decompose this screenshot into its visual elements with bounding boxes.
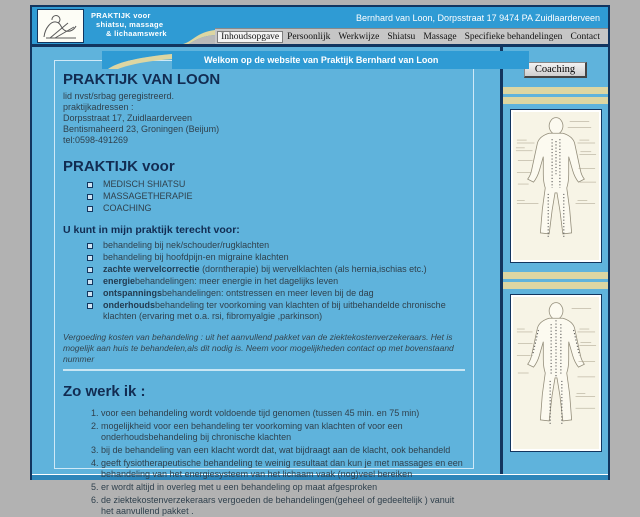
treatments-list <box>63 240 465 322</box>
square-bullet-icon <box>87 243 93 249</box>
list-item-label: energiebehandelingen: meer energie in het dagelijks leven <box>103 276 339 286</box>
nav-item-werkwijze[interactable]: Werkwijze <box>338 31 380 42</box>
insurance-note: Vergoeding kosten van behandeling : uit het aanvullend pakket van de ziektekostenverzekeraars. Het is mogelijk aan huis te behandelen,als dit nodig is. Neem voor mogelijkheden contact op met bovenstaand nummer <box>63 332 454 364</box>
section-heading-werkwijze: Zo werk ik : <box>63 383 146 400</box>
meridian-chart-front-image <box>510 109 602 263</box>
nav-bar <box>181 29 608 44</box>
welcome-banner-row <box>102 51 529 69</box>
intro-line: tel:0598-491269 <box>63 135 129 145</box>
section-heading-praktijk-voor: PRAKTIJK voor <box>63 158 175 175</box>
list-item-label: zachte wervelcorrectie (dorntherapie) bij wervelklachten (als hernia,ischias etc.) <box>103 264 427 274</box>
main-nav <box>215 28 608 44</box>
list-item <box>87 276 465 287</box>
list-item: 4. geeft fysiotherapeutische behandeling te weinig resultaat dan kun je met massages en een behandeling van het energiesysteem van het lichaam vaak (nog)veel bereiken <box>101 458 465 480</box>
nav-item-contact[interactable]: Contact <box>570 31 600 42</box>
list-item-label: MEDISCH SHIATSU <box>103 179 186 189</box>
tan-divider-bars <box>503 87 608 104</box>
page-window <box>30 5 610 516</box>
list-item-label: onderhoudsbehandeling ter voorkoming van klachten of bij uitbehandelde chronische klachten (ervaring met o.a. rsi, fibromyalgie ,parkinson) <box>103 300 446 321</box>
logo <box>37 9 84 43</box>
nav-swoosh-decoration <box>181 29 215 44</box>
list-item-label: COACHING <box>103 203 152 213</box>
list-item-label: behandeling bij nek/schouder/rugklachten <box>103 240 270 250</box>
tan-divider-bars <box>503 272 608 289</box>
intro-line: Dorpsstraat 17, Zuidlaarderveen <box>63 113 193 123</box>
list-item <box>87 300 465 322</box>
list-item: 3. bij de behandeling van een klacht wordt dat, wat bijdraagt aan de klacht, ook behandeld <box>101 445 465 456</box>
list-item-label: behandeling bij hoofdpijn-en migraine klachten <box>103 252 289 262</box>
nav-item-specifieke-behandelingen[interactable]: Specifieke behandelingen <box>464 31 563 42</box>
list-item-label: MASSAGETHERAPIE <box>103 191 193 201</box>
list-item <box>87 252 465 263</box>
list-item: 1. voor een behandeling wordt voldoende tijd genomen (tussen 45 min. en 75 min) <box>101 408 465 419</box>
massage-table-sketch-icon <box>38 10 83 42</box>
intro-line: lid nvst/srbag geregistreerd. <box>63 91 175 101</box>
list-item <box>87 240 465 251</box>
logo-line: & lichaamswerk <box>106 29 167 38</box>
nav-item-persoonlijk[interactable]: Persoonlijk <box>287 31 331 42</box>
site-header <box>32 7 608 44</box>
banner-swoosh-decoration <box>102 51 172 69</box>
logo-line: shiatsu, massage <box>96 20 164 29</box>
meridian-chart-back-image <box>510 294 602 452</box>
working-method-list <box>63 408 465 517</box>
list-item <box>87 179 465 190</box>
list-item: 2. mogelijkheid voor een behandeling ter voorkoming van klachten of voor een onderhoudsbehandeling bij chronische klachten <box>101 421 465 443</box>
list-item <box>87 264 465 275</box>
practice-info <box>63 91 465 146</box>
nav-item-massage[interactable]: Massage <box>423 31 457 42</box>
section-divider <box>63 369 465 371</box>
list-item: 6. de ziektekostenverzekeraars vergoeden de behandelingen(geheel of gedeeltelijk ) vanuit het aanvullend pakket . <box>101 495 465 517</box>
content-box <box>54 60 474 516</box>
welcome-banner: Welkom op de website van Praktijk Bernhard van Loon <box>172 51 529 69</box>
square-bullet-icon <box>87 206 93 212</box>
square-bullet-icon <box>87 279 93 285</box>
intro-line: praktijkadressen : <box>63 102 134 112</box>
page-title: PRAKTIJK VAN LOON <box>63 71 221 88</box>
square-bullet-icon <box>87 267 93 273</box>
square-bullet-icon <box>87 194 93 200</box>
square-bullet-icon <box>87 291 93 297</box>
nav-item-inhoudsopgave[interactable]: Inhoudsopgave <box>217 31 283 43</box>
logo-text <box>91 11 167 38</box>
square-bullet-icon <box>87 182 93 188</box>
intro-line: Bentismaheerd 23, Groningen (Beijum) <box>63 124 220 134</box>
square-bullet-icon <box>87 255 93 261</box>
header-address: Bernhard van Loon, Dorpsstraat 17 9474 PA Zuidlaarderveen <box>356 13 600 23</box>
section-heading-terecht: U kunt in mijn praktijk terecht voor: <box>63 224 240 236</box>
nav-item-shiatsu[interactable]: Shiatsu <box>387 31 416 42</box>
sidebar <box>500 47 608 475</box>
list-item <box>87 203 465 214</box>
logo-line: PRAKTIJK voor <box>91 11 151 20</box>
list-item: 5. er wordt altijd in overleg met u een behandeling op maat afgesproken <box>101 482 465 493</box>
list-item <box>87 191 465 202</box>
services-list <box>63 179 465 214</box>
square-bullet-icon <box>87 303 93 309</box>
list-item-label: ontspanningsbehandelingen: ontstressen en meer leven bij de dag <box>103 288 374 298</box>
list-item <box>87 288 465 299</box>
coaching-button[interactable]: Coaching <box>524 62 587 78</box>
